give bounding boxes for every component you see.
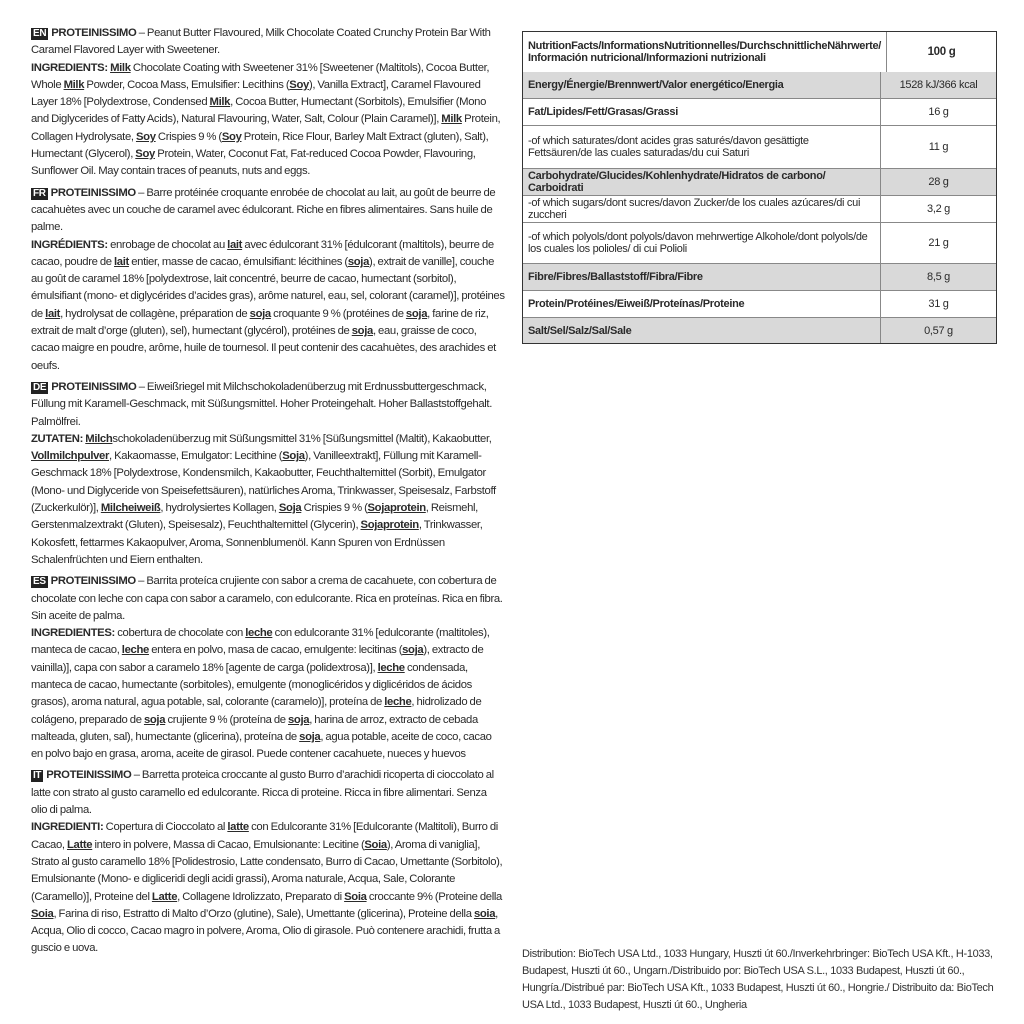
allergen: Milch — [85, 432, 113, 445]
text-run: Protein, Collagen Hydrolysate, — [31, 113, 501, 143]
nutrient-value: 3,2 g — [880, 196, 996, 222]
nutrient-value: 11 g — [880, 126, 996, 168]
es-intro — [31, 573, 505, 625]
text-run: avec édulcorant 31% [édulcorant (maltitols), beurre de cacao, poudre de — [31, 238, 494, 268]
nutrient-label: Fibre/Fibres/Ballaststoff/Fibra/Fibre — [528, 271, 703, 283]
text-run: , Trinkwasser, Kokosfett, fettarmes Kakaopulver, Aroma, Sonnenblumenöl. Kann Spuren von Erdnüssen Schalenfrüchten und Eiern enthalten. — [31, 519, 483, 566]
text-run: – Barre protéinée croquante enrobée de chocolat au lait, au goût de beurre de cacahuètes avec un couche de caramel avec édulcorant. Riche en fibres alimentaires. Sans huile de palme. — [31, 186, 496, 234]
allergen: Soia — [344, 890, 367, 903]
text-run: ), Vanilla Extract], Caramel Flavoured Layer 18% [Polydextrose, Condensed — [31, 78, 481, 109]
text-run: intero in polvere, Massa di Cacao, Emulsionante: Lecitine ( — [92, 838, 365, 851]
text-run: enrobage de chocolat au — [110, 238, 228, 251]
text-run: , harina de arroz, extracto de cebada malteada, gluten, sal), humectante (glicerina), proteína de — [31, 713, 478, 743]
allergen: Soia — [31, 907, 54, 920]
allergen: Sojaprotein — [367, 502, 426, 515]
text-run: – Barretta proteica croccante al gusto Burro d’arachidi ricoperta di cioccolato al latte con strato al gusto caramello ed edulcorante. Ricca di proteine. Ricca in fibre alimentari. Senza olio di palma. — [31, 769, 494, 817]
de-intro — [31, 379, 505, 431]
lang-badge-fr: FR — [33, 187, 46, 199]
text-run: – Eiweißriegel mit Milchschokoladenüberzug mit Erdnussbuttergeschmack, Füllung mit Karamell-Geschmack, mit Süßungsmittel. Hoher Proteingehalt. Hoher Ballaststoffgehalt. Palmölfrei. — [31, 380, 493, 428]
text-run: Protein, Rice Flour, Barley Malt Extract (gluten), Salt), Humectant (Glycerol), — [31, 130, 489, 161]
bold-label: INGRÉDIENTS: — [31, 238, 111, 251]
nutrient-value: 0,57 g — [880, 318, 996, 343]
allergen: Latte — [66, 838, 93, 851]
ingredients-column — [31, 25, 505, 962]
nutrition-row — [523, 263, 996, 290]
text-run: entier, masse de cacao, émulsifiant: lécithines ( — [128, 255, 348, 268]
nutrient-value: 31 g — [880, 291, 996, 317]
text-run: con edulcorante 31% [edulcorante (maltitoles), manteca de cacao, — [31, 627, 490, 657]
allergen: leche — [245, 627, 273, 640]
text-run: Chocolate Coating with Sweetener 31% [Sweetener (Maltitols), Cocoa Butter, Whole — [31, 61, 490, 91]
allergen: Soja — [278, 502, 302, 515]
allergen: soja — [299, 730, 321, 743]
text-run: , Acqua, Olio di cocco, Cacao magro in polvere, Aroma, Olio di girasole. Può contenere arachidi, frutta a guscio e uova. — [31, 907, 500, 955]
nutrition-row — [523, 317, 996, 343]
nutrition-row — [523, 125, 996, 168]
allergen: Soja — [282, 450, 305, 463]
lang-badge-de: DE — [33, 381, 47, 393]
text-run: , Kakaomasse, Emulgator: Lecithine ( — [109, 450, 283, 463]
allergen: soia — [473, 907, 496, 920]
en-ingredients — [31, 60, 505, 181]
nutrition-row — [523, 168, 996, 195]
text-run: , agua potable, aceite de coco, cacao en polvo bajo en grasa, aroma, aceite de girasol. Puede contener cacahuete, nueces y huevos — [31, 730, 492, 761]
nutrition-rows — [523, 72, 996, 343]
text-run: , hidrolizado de colágeno, preparado de — [31, 696, 482, 726]
allergen: soja — [351, 325, 373, 338]
nutrition-table — [522, 31, 997, 344]
text-run: crujiente 9 % (proteína de — [165, 713, 288, 726]
it-intro — [31, 767, 505, 819]
allergen: soja — [249, 307, 271, 320]
text-run: Crispies 9 % ( — [155, 130, 222, 143]
text-run: condensada, manteca de cacao, humectante (sorbitoles), emulgente (monoglicéridos y diglicéridos de ácidos grasos), aroma natural, agua potable, sal, colorante (caramelo)], proteína de — [31, 661, 472, 709]
nutrition-header-label: NutritionFacts/InformationsNutritionnelles/DurchschnittlicheNährwerte/ Información nutricional/Informazioni nutrizionali — [528, 40, 882, 64]
nutrient-value: 21 g — [880, 223, 996, 263]
nutrition-header-row — [523, 32, 996, 72]
allergen: leche — [384, 696, 412, 709]
allergen: soja — [288, 713, 310, 726]
section-it — [31, 767, 505, 957]
allergen: soja — [143, 713, 166, 726]
nutrition-row — [523, 222, 996, 263]
bold-label: INGREDIENTS: — [31, 61, 111, 74]
allergen: lait — [45, 307, 61, 320]
allergen: soja — [347, 255, 370, 268]
text-run: croccante 9% (Proteine della — [366, 890, 502, 903]
text-run: , Collagene Idrolizzato, Preparato di — [177, 890, 345, 903]
text-run: , eau, graisse de coco, cacao maigre en poudre, arôme, huile de tournesol. Il peut contenir des cacahuètes, des arachides et oeufs. — [31, 325, 496, 372]
allergen: Soy — [289, 78, 309, 91]
text-run: schokoladenüberzug mit Süßungsmittel 31% [Süßungsmittel (Maltit), Kakaobutter, — [112, 432, 492, 445]
nutrition-row — [523, 98, 996, 125]
allergen: soja — [405, 307, 428, 320]
allergen: Milk — [63, 78, 85, 91]
bold-label: PROTEINISSIMO — [50, 575, 136, 588]
allergen: Milk — [441, 113, 462, 126]
allergen: leche — [121, 644, 149, 657]
allergen: Milcheiweiß — [100, 502, 161, 515]
section-es — [31, 573, 505, 763]
fr-intro — [31, 185, 505, 237]
allergen: Sojaprotein — [360, 519, 419, 532]
nutrient-value: 16 g — [880, 99, 996, 125]
nutrient-label: -of which sugars/dont sucres/davon Zucker/de los cuales azúcares/di cui zuccheri — [528, 197, 861, 221]
nutrient-value: 1528 kJ/366 kcal — [880, 72, 996, 98]
text-run: croquante 9 % (protéines de — [270, 307, 406, 320]
bold-label: INGREDIENTES: — [31, 627, 118, 640]
bold-label: PROTEINISSIMO — [51, 380, 137, 393]
text-run: – Peanut Butter Flavoured, Milk Chocolate Coated Crunchy Protein Bar With Caramel Flavored Layer with Sweetener. — [31, 27, 491, 57]
section-fr — [31, 185, 505, 375]
nutrient-label: Salt/Sel/Salz/Sal/Sale — [528, 324, 632, 337]
lang-badge-es: ES — [33, 576, 46, 588]
nutrition-row — [523, 195, 996, 222]
allergen: Vollmilchpulver — [31, 450, 110, 463]
text-run: , hydrolysat de collagène, préparation de — [60, 307, 250, 320]
allergen: Milk — [209, 96, 231, 109]
text-run: ), extracto de vainilla)], capa con sabor a caramelo 18% [agente de carga (polidextrosa)], — [31, 644, 484, 674]
nutrition-row — [523, 290, 996, 317]
lang-badge-it: IT — [33, 770, 42, 782]
text-run: Copertura di Cioccolato al — [105, 821, 228, 834]
text-run: Protein, Water, Coconut Fat, Fat-reduced Cocoa Powder, Flavouring, Sunflower Oil. May contain traces of peanuts, nuts and eggs. — [31, 148, 476, 178]
nutrient-label: Energy/Énergie/Brennwert/Valor energético/Energia — [528, 79, 784, 91]
distribution-text: Distribution: BioTech USA Ltd., 1033 Hungary, Huszti út 60./Inverkehrbringer: BioTech USA Kft., H-1033, Budapest, Huszti út 60., Ungarn./Distribuido por: BioTech USA S.L., 1033 Budapest, Huszti út 60., Hungría./Distribué par: BioTech USA Kft., 1033 Budapest, Huszti út 60., Hongrie./ Distribuito da: BioTech USA Ltd., 1033 Budapest, Huszti út 60., Ungheria — [522, 948, 994, 1011]
text-run: , Farina di riso, Estratto di Malto d’Orzo (glutine), Sale), Umettante (glicerina), Proteine della — [53, 907, 474, 920]
text-run: Powder, Cocoa Mass, Emulsifier: Lecithins ( — [84, 78, 290, 91]
bold-label: INGREDIENTI: — [31, 821, 106, 834]
text-run: entera en polvo, masa de cacao, emulgente: lecitinas ( — [148, 644, 403, 657]
text-run: cobertura de chocolate con — [117, 627, 246, 640]
allergen: soja — [402, 644, 424, 657]
allergen: Soy — [135, 130, 156, 143]
bold-label: ZUTATEN: — [31, 432, 86, 445]
text-run: ), Vanilleextrakt], Füllung mit Karamell-Geschmack 18% [Polydextrose, Kondensmilch, Kakaobutter, Feuchthaltemittel (Sorbit), Emulgator (Mono- und Diglyceride von Speisefettsäuren), natürliches Aroma, Trinkwasser, Speisesalz, Farbstoff (Zuckerkulör)], — [31, 450, 496, 515]
text-run: con Edulcorante 31% [Edulcorante (Maltitoli), Burro di Cacao, — [31, 821, 498, 851]
nutrition-header-value: 100 g — [886, 32, 996, 72]
bold-label: PROTEINISSIMO — [51, 27, 137, 39]
allergen: Soia — [364, 838, 387, 851]
allergen: lait — [114, 255, 129, 268]
nutrient-label: Carbohydrate/Glucides/Kohlenhydrate/Hidratos de carbono/ Carboidrati — [528, 170, 826, 194]
allergen: Soy — [135, 148, 155, 161]
allergen: latte — [227, 821, 249, 834]
en-intro — [31, 25, 505, 60]
bold-label: PROTEINISSIMO — [46, 769, 132, 782]
section-de — [31, 379, 505, 569]
text-run: , Cocoa Butter, Humectant (Sorbitols), Emulsifier (Mono and Diglycerides of Fatty Acids), Natural Flavouring, Water, Salt, Colour (Plain Caramel)], — [31, 96, 487, 126]
text-run: – Barrita proteíca crujiente con sabor a crema de cacahuete, con cobertura de chocolate con leche con capa con sabor a caramelo, con edulcorante. Rica en proteínas. Rica en fibra. Sin aceite de palma. — [31, 575, 503, 622]
text-run: Crispies 9 % ( — [301, 502, 368, 515]
allergen: Milk — [110, 61, 131, 74]
lang-badge-en: EN — [33, 28, 47, 39]
fr-ingredients — [31, 237, 505, 375]
allergen: Soy — [221, 130, 242, 143]
es-ingredients — [31, 625, 505, 763]
nutrient-label: Fat/Lipides/Fett/Grasas/Grassi — [528, 106, 678, 118]
text-run: ), Aroma di vaniglia], Strato al gusto caramello 18% [Polidestrosio, Latte condensato, Burro di Cacao, Umettante (Sorbitolo), Emulsionante (Mono- e digliceridi degli acidi grassi), Aroma naturale, Acqua, Sale, Colorante (Caramello)], Proteine del — [31, 838, 503, 903]
text-run: ), extrait de vanille], couche au goût de caramel 18% [polydextrose, lait concentré, beurre de cacao, humectant (sorbitol), émulsifiant (mono- et diglycérides d’acides gras), arôme naturel, eau, sel, colorant (caramel)], protéines de — [31, 255, 505, 320]
nutrient-label: Protein/Protéines/Eiweiß/Proteínas/Proteine — [528, 298, 745, 310]
nutrient-value: 8,5 g — [880, 264, 996, 290]
allergen: lait — [227, 238, 243, 251]
de-ingredients — [31, 431, 505, 569]
bold-label: PROTEINISSIMO — [50, 186, 136, 199]
text-run: , farine de riz, extrait de malt d’orge (gluten), sel), humectant (glycérol), protéines de — [31, 307, 489, 338]
nutrient-value: 28 g — [880, 169, 996, 195]
it-ingredients — [31, 819, 505, 957]
text-run: , hydrolysiertes Kollagen, — [160, 502, 279, 515]
nutrient-label: -of which saturates/dont acides gras saturés/davon gesättigte Fettsäuren/de las cuales saturadas/du cui Saturi — [528, 135, 809, 159]
allergen: leche — [377, 661, 405, 674]
text-run: , Reismehl, Gerstenmalzextrakt (Gluten), Speisesalz), Feuchthaltemittel (Glycerin), — [31, 502, 478, 532]
allergen: Latte — [151, 890, 178, 903]
section-en — [31, 25, 505, 181]
nutrient-label: -of which polyols/dont polyols/davon mehrwertige Alkohole/dont polyols/de los cuales los polioles/ di cui Polioli — [528, 231, 868, 255]
nutrition-row — [523, 72, 996, 98]
